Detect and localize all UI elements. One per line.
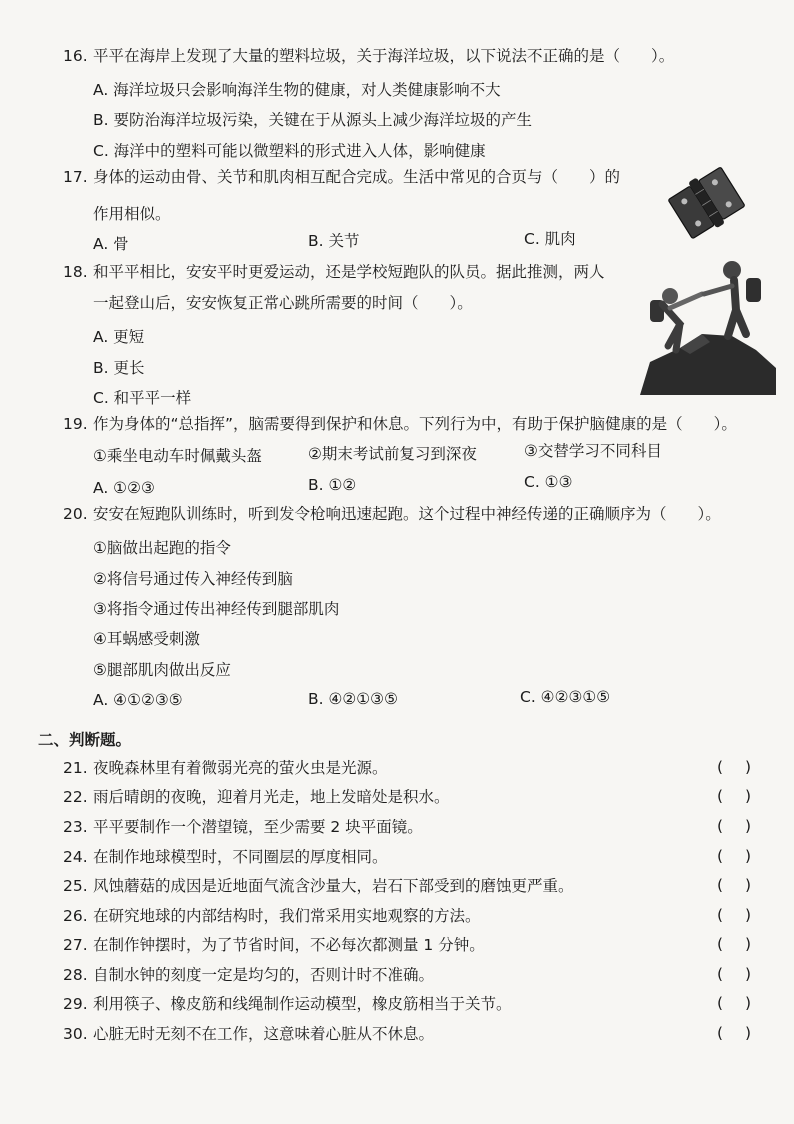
judge-text: 自制水钟的刻度一定是均匀的，否则计时不准确。	[93, 966, 435, 984]
judge-item-30	[63, 1023, 434, 1045]
q20-option-b: B. ④②①③⑤	[308, 690, 398, 708]
q20-item-2: ②将信号通过传入神经传到脑	[93, 570, 293, 588]
q19-option-a: A. ①②③	[93, 479, 155, 497]
hinge-image	[667, 162, 745, 242]
judge-text: 在研究地球的内部结构时，我们常采用实地观察的方法。	[93, 907, 481, 925]
answer-blank-21[interactable]: ()	[717, 758, 774, 776]
judge-item-28	[63, 964, 434, 986]
q17-text: 身体的运动由骨、关节和肌肉相互配合完成。生活中常见的合页与（ ）的	[93, 168, 621, 186]
q19-number: 19.	[63, 415, 88, 433]
q16-number: 16.	[63, 47, 88, 65]
q20-number: 20.	[63, 505, 88, 523]
q17-number: 17.	[63, 168, 88, 186]
judge-number: 30.	[63, 1025, 88, 1043]
q16-option-c: C. 海洋中的塑料可能以微塑料的形式进入人体，影响健康	[93, 142, 486, 160]
q19-option-c: C. ①③	[524, 473, 573, 491]
q19-option-b: B. ①②	[308, 476, 357, 494]
answer-blank-25[interactable]: ()	[717, 876, 774, 894]
answer-blank-24[interactable]: ()	[717, 847, 774, 865]
q19-stem	[63, 413, 737, 435]
judge-item-21	[63, 757, 388, 779]
q16-option-b: B. 要防治海洋垃圾污染，关键在于从源头上减少海洋垃圾的产生	[93, 111, 532, 129]
judge-text: 夜晚森林里有着微弱光亮的萤火虫是光源。	[93, 759, 388, 777]
q19-item-3: ③交替学习不同科目	[524, 442, 662, 460]
judge-item-22	[63, 786, 450, 808]
q18-number: 18.	[63, 263, 88, 281]
judge-item-26	[63, 905, 481, 927]
q20-item-5: ⑤腿部肌肉做出反应	[93, 661, 231, 679]
answer-blank-26[interactable]: ()	[717, 906, 774, 924]
judge-item-29	[63, 993, 512, 1015]
judge-item-25	[63, 875, 574, 897]
answer-blank-27[interactable]: ()	[717, 935, 774, 953]
judge-text: 风蚀蘑菇的成因是近地面气流含沙量大，岩石下部受到的磨蚀更严重。	[93, 877, 574, 895]
q17-stem-line1	[63, 166, 620, 188]
q18-option-b: B. 更长	[93, 359, 145, 377]
q19-text: 作为身体的“总指挥”，脑需要得到保护和休息。下列行为中，有助于保护脑健康的是（ ）。	[93, 415, 737, 433]
judge-number: 28.	[63, 966, 88, 984]
q17-option-b: B. 关节	[308, 232, 360, 250]
hikers-image	[640, 250, 776, 395]
q20-item-4: ④耳蜗感受刺激	[93, 630, 200, 648]
answer-blank-29[interactable]: ()	[717, 994, 774, 1012]
q16-option-a: A. 海洋垃圾只会影响海洋生物的健康，对人类健康影响不大	[93, 81, 501, 99]
q16-stem	[63, 45, 674, 67]
judge-number: 26.	[63, 907, 88, 925]
judge-number: 27.	[63, 936, 88, 954]
judge-text: 利用筷子、橡皮筋和线绳制作运动模型，橡皮筋相当于关节。	[93, 995, 512, 1013]
q18-option-c: C. 和平平一样	[93, 389, 192, 407]
judge-item-27	[63, 934, 485, 956]
q18-option-a: A. 更短	[93, 328, 145, 346]
answer-blank-22[interactable]: ()	[717, 787, 774, 805]
answer-blank-23[interactable]: ()	[717, 817, 774, 835]
judge-number: 29.	[63, 995, 88, 1013]
judge-item-23	[63, 816, 423, 838]
judge-text: 在制作钟摆时，为了节省时间，不必每次都测量 1 分钟。	[93, 936, 485, 954]
judge-number: 21.	[63, 759, 88, 777]
q20-item-1: ①脑做出起跑的指令	[93, 539, 231, 557]
q20-stem	[63, 503, 721, 525]
q17-stem-line2: 作用相似。	[93, 205, 171, 223]
judge-item-24	[63, 846, 388, 868]
q20-text: 安安在短跑队训练时，听到发令枪响迅速起跑。这个过程中神经传递的正确顺序为（ ）。	[93, 505, 721, 523]
q20-option-c: C. ④②③①⑤	[520, 688, 611, 706]
q19-item-1: ①乘坐电动车时佩戴头盔	[93, 447, 262, 465]
q20-option-a: A. ④①②③⑤	[93, 691, 183, 709]
judge-text: 在制作地球模型时，不同圈层的厚度相同。	[93, 848, 388, 866]
q18-text: 和平平相比，安安平时更爱运动，还是学校短跑队的队员。据此推测，两人	[93, 263, 605, 281]
q17-option-c: C. 肌肉	[524, 230, 576, 248]
q20-item-3: ③将指令通过传出神经传到腿部肌肉	[93, 600, 340, 618]
judge-number: 24.	[63, 848, 88, 866]
q18-stem-line2: 一起登山后，安安恢复正常心跳所需要的时间（ ）。	[93, 294, 473, 312]
judge-number: 22.	[63, 788, 88, 806]
q18-stem-line1	[63, 261, 605, 283]
judge-number: 25.	[63, 877, 88, 895]
judge-text: 雨后晴朗的夜晚，迎着月光走，地上发暗处是积水。	[93, 788, 450, 806]
answer-blank-30[interactable]: ()	[717, 1024, 774, 1042]
judge-number: 23.	[63, 818, 88, 836]
q17-option-a: A. 骨	[93, 235, 129, 253]
judge-text: 心脏无时无刻不在工作，这意味着心脏从不休息。	[93, 1025, 435, 1043]
answer-blank-28[interactable]: ()	[717, 965, 774, 983]
q16-text: 平平在海岸上发现了大量的塑料垃圾，关于海洋垃圾，以下说法不正确的是（ ）。	[93, 47, 675, 65]
section-title-true-false: 二、判断题。	[38, 731, 132, 749]
q19-item-2: ②期末考试前复习到深夜	[308, 445, 477, 463]
judge-text: 平平要制作一个潜望镜，至少需要 2 块平面镜。	[93, 818, 423, 836]
